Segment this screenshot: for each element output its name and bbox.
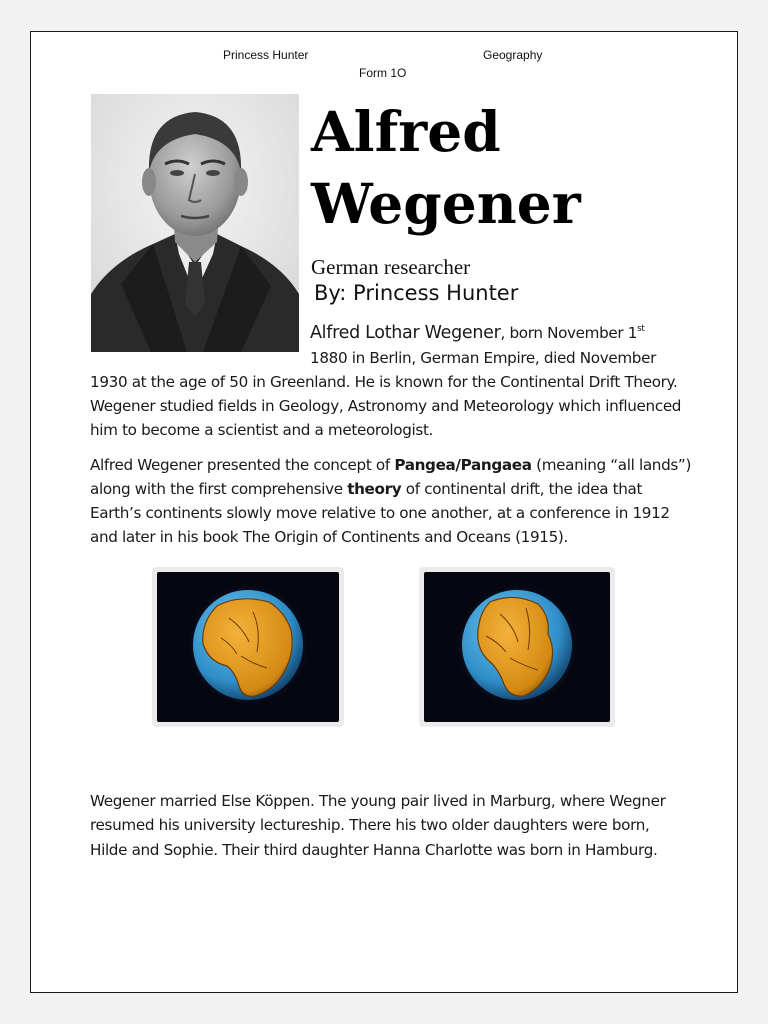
- paragraph-3-line-2: resumed his university lectureship. There his two older daughters were born,: [90, 816, 650, 834]
- header-subject: Geography: [483, 48, 543, 62]
- page-title: [311, 96, 581, 240]
- paragraph-3-line-1: Wegener married Else Köppen. The young pair lived in Marburg, where Wegner: [90, 792, 666, 810]
- ordinal-suffix: st: [637, 324, 645, 334]
- theory-intro-text: along with the first comprehensive: [90, 480, 348, 498]
- pangea-intro-text: Alfred Wegener presented the concept of: [90, 456, 395, 474]
- globe-icon: [424, 572, 610, 722]
- portrait-illustration: [91, 94, 299, 352]
- theory-term: theory: [347, 480, 402, 498]
- header-author: Princess Hunter: [223, 48, 309, 62]
- person-name: Alfred Lothar Wegener: [310, 323, 501, 343]
- title-line-2: Wegener: [311, 171, 581, 236]
- title-line-1: Alfred: [311, 99, 501, 164]
- paragraph-1-line-5: him to become a scientist and a meteorologist.: [90, 421, 434, 439]
- paragraph-1-line-2: 1880 in Berlin, German Empire, died November: [310, 349, 656, 367]
- paragraph-2-line-4: and later in his book The Origin of Continents and Oceans (1915).: [90, 528, 568, 546]
- theory-rest-text: of continental drift, the idea that: [401, 480, 643, 498]
- byline: By: Princess Hunter: [314, 281, 519, 305]
- paragraph-1-line-4: Wegener studied fields in Geology, Astronomy and Meteorology which influenced: [90, 397, 682, 415]
- pangea-globe-image-1: [152, 567, 344, 727]
- document-page: [30, 31, 738, 993]
- birth-date-text: , born November 1: [500, 324, 638, 342]
- pangea-term: Pangea/Pangaea: [394, 456, 532, 474]
- paragraph-2-line-2: [90, 477, 642, 501]
- paragraph-1-line-3: 1930 at the age of 50 in Greenland. He is known for the Continental Drift Theory.: [90, 373, 678, 391]
- pangea-meaning-text: (meaning “all lands”): [531, 456, 692, 474]
- pangea-globe-image-2: [419, 567, 615, 727]
- paragraph-2-line-3: Earth’s continents slowly move relative to one another, at a conference in 1912: [90, 504, 670, 522]
- paragraph-3-line-3: Hilde and Sophie. Their third daughter Hanna Charlotte was born in Hamburg.: [90, 841, 658, 859]
- subtitle: German researcher: [311, 255, 471, 279]
- portrait-photo: [91, 94, 299, 352]
- globe-background: [424, 572, 610, 722]
- header-form: Form 1O: [359, 66, 407, 80]
- globe-icon: [157, 572, 339, 722]
- paragraph-1-line-1: [310, 321, 645, 345]
- paragraph-2-line-1: [90, 453, 691, 477]
- globe-background: [157, 572, 339, 722]
